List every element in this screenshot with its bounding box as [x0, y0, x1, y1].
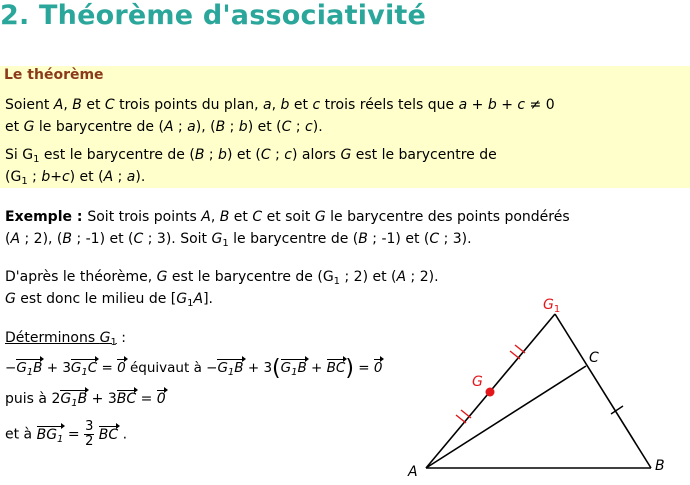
theorem-line-1: Soient A, B et C trois points du plan, a, b et c trois réels tels que a + b + c ≠ 0 — [5, 97, 555, 113]
example-line-4: G est donc le milieu de $[G_1A]$. — [5, 291, 213, 309]
equation-3: et à $BG_1$ = $\frac{3}{2}$ BC . — [5, 419, 128, 449]
tick-mark-2 — [461, 410, 471, 418]
theorem-line-2: et G le barycentre de (A ; a), (B ; b) et (C ; c). — [5, 119, 323, 135]
page-title: 2. Théorème d'associativité — [0, 0, 427, 31]
fraction-3-2: $\frac{3}{2}$ — [85, 419, 94, 449]
zero-vector-3: 0 — [156, 391, 166, 407]
vector-g1b: $G_1B$ — [16, 360, 43, 378]
example-line-3: D'après le théorème, G est le barycentre de ($G_1$ ; 2) et (A ; 2). — [5, 269, 439, 287]
vector-g1b-4: $G_1B$ — [60, 391, 88, 409]
segment-G1B — [555, 314, 651, 468]
example-label: Exemple — [5, 209, 72, 225]
determinons-heading: Déterminons $G_1$ : — [5, 330, 126, 348]
label-A: A — [408, 464, 418, 480]
label-G1: $G_1$ — [543, 297, 561, 315]
zero-vector: 0 — [117, 360, 126, 376]
tick-mark-1 — [456, 415, 466, 423]
vector-g1b-2: $G_1B$ — [217, 360, 244, 378]
vector-bc-2: BC — [116, 391, 137, 407]
equation-2: puis à $2G_1B + 3BC = 0$ — [5, 391, 166, 409]
segment-AC — [426, 366, 586, 468]
example-line-1: Exemple : Soit trois points A, B et C et soit G le barycentre des points pondérés — [5, 209, 570, 225]
example-line-2: (A ; 2), (B ; -1) et (C ; 3). Soit $G_1$ le barycentre de (B ; -1) et (C ; 3). — [5, 231, 472, 249]
zero-vector-2: 0 — [373, 360, 383, 376]
theorem-heading: Le théorème — [4, 67, 104, 83]
theorem-line-3: Si $G_1$ est le barycentre de (B ; b) et (C ; c) alors G est le barycentre de — [5, 147, 497, 165]
label-B: B — [655, 458, 665, 474]
point-G — [486, 388, 495, 397]
theorem-line-4: ($G_1$ ; b+c) et (A ; a). — [5, 169, 146, 187]
vector-g1c: $G_1C$ — [70, 360, 98, 378]
tick-mark-3 — [510, 351, 520, 359]
vector-bc-3: BC — [98, 426, 119, 443]
vector-bg1: $BG_1$ — [36, 426, 64, 445]
vector-bc: BC — [326, 360, 346, 376]
tick-mark-4 — [515, 345, 525, 353]
label-G: G — [472, 374, 483, 390]
vector-g1b-3: $G_1B$ — [280, 360, 307, 378]
label-C: C — [589, 350, 599, 366]
equation-1: $-G_1B + 3G_1C = 0$ équivaut à $-G_1B + 3(G_1B + BC) = 0$ — [5, 356, 383, 381]
